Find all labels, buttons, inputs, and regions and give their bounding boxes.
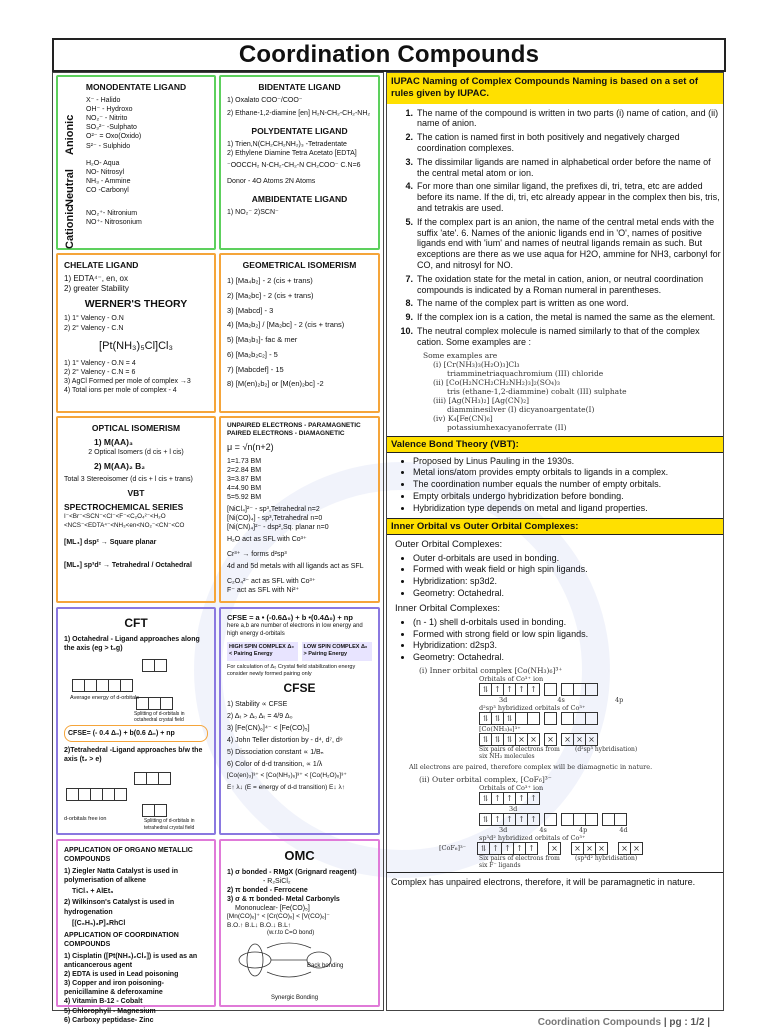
spectrochemical-series: I⁻<Br⁻<SCN⁻<Cl⁻<F⁻<C₂O₄²⁻<H₂O <NCS⁻<EDTA⁴⁻<NH₃<en<NO₂⁻<CN⁻<CO — [64, 513, 185, 529]
unpaired-line: 4d and 5d metals with all ligands act as SFL — [227, 562, 364, 570]
orbital-subshells: 3d 4s 4p 4d — [499, 825, 628, 834]
iupac-rules — [387, 108, 723, 348]
outer-point: • Hybridization: sp3d2. — [413, 576, 723, 587]
inner-point: • Hybridization: d2sp3. — [413, 640, 723, 651]
outer-title: Outer Orbital Complexes: — [395, 538, 503, 550]
geometrical-title: GEOMETRICAL ISOMERISM — [242, 260, 357, 270]
werner-detail: 2) 2° Valency - C.N = 6 — [64, 369, 136, 377]
coord-app-item: 1) Cisplatin ([Pt(NH₃)₂Cl₂]) is used as an anticancerous agent — [64, 952, 198, 970]
page-number: | pg : 1/2 | — [663, 1017, 710, 1028]
high-spin-box: HIGH SPIN COMPLEX Δ₀ < Pairing Energy — [227, 642, 298, 660]
outer-points — [387, 553, 723, 599]
example-name: potassiumhexacyanoferrate (II) — [447, 422, 567, 432]
outer-point: • Outer d-orbitals are used in bonding. — [413, 553, 723, 564]
geometrical-item: 8) [M(en)₂b₂] or [M(en)₂bc] -2 — [227, 379, 324, 389]
monodentate-box — [56, 75, 216, 250]
coord-app-item: 6) Carboxy peptidase- Zinc — [64, 1016, 154, 1024]
vbt-point: • Metal ions/atom provides empty orbitals to ligands in a complex. — [413, 467, 723, 478]
cft-item: Average energy of d-orbitals — [70, 694, 139, 701]
omc-item: - R₂SiCl₂ — [263, 877, 291, 885]
anionic-label: Anionic — [64, 114, 76, 155]
title-bar — [52, 38, 726, 72]
bidentate-item: 2) Ethane-1,2-diamine [en] H₂N-CH₂-CH₂-NH₂ — [227, 110, 371, 118]
cationic-list — [86, 209, 208, 227]
footer — [538, 1017, 710, 1028]
fig-label: (ii) Outer orbital complex, [CoF₆]³⁻ — [419, 774, 552, 784]
ligand-item: NO- Nitrosyl — [86, 168, 125, 176]
back-bonding-label: Back bonding — [307, 963, 344, 969]
ligand-item: NO⁺- Nitrosonium — [86, 219, 142, 227]
fig-label: Orbitals of Co³⁺ ion — [479, 783, 544, 792]
unpaired-line: [Ni(CN)₄]²⁻ - dsp²,Sq. planar n=0 — [227, 524, 329, 532]
omc-item: 3) σ & π bonded- Metal Carbonyls — [227, 896, 340, 904]
fig-label: sp³d² hybridized orbitals of Co³⁺ — [479, 833, 586, 842]
orbital-row: ⥮ ⥮ ⥮ — [479, 712, 723, 725]
vbt-point: • Empty orbitals undergo hybridization before bonding. — [413, 491, 723, 502]
werner-item: 1) 1° Valency - O.N — [64, 315, 124, 323]
chelate-box — [56, 253, 216, 413]
iupac-rule: 7. The oxidation state for the metal in cation, anion, or neutral coordination compounds is indicated by a Roman numeral in parentheses. — [405, 273, 704, 295]
chelate-item: 1) EDTA⁴⁻, en, ox — [64, 274, 128, 284]
example-formula: (iii) [Ag(NH₃)₂] [Ag(CN)₂] — [433, 395, 530, 405]
poster — [34, 32, 734, 1028]
optical-item: 1) M(AA)₃ — [94, 437, 133, 448]
monodentate-title: MONODENTATE LIGAND — [85, 82, 187, 92]
example-name: tris (ethane-1,2-diammine) cobalt (III) sulphate — [447, 386, 627, 396]
ligand-item: NH₃ - Ammine — [86, 177, 131, 185]
orbital-row: ⥮ ↑ ↑ ↑ ↑ — [479, 813, 723, 826]
optical-title: OPTICAL ISOMERISM — [91, 423, 181, 433]
cfse-title: CFSE — [283, 680, 316, 695]
neutral-label: Neutral — [64, 169, 76, 207]
polydentate-item: ⁻OOCCH₂ N-CH₂-CH₂-N CH₂COO⁻ C.N=6 — [227, 162, 361, 170]
unpaired-line: [Ni(CO)₄] - sp³,Tetrahedral n=0 — [227, 515, 323, 523]
iupac-examples — [387, 351, 723, 432]
cft-item: 2)Tetrahedral -Ligand approaches b/w the axis (t₂ > e) — [64, 746, 203, 763]
polydentate-item: 2) Ethylene Diamine Tetra Acetato [EDTA] — [227, 150, 357, 158]
bm-value: 5=5.92 BM — [227, 493, 262, 501]
vbt-point: • The coordination number equals the number of empty orbitals. — [413, 479, 723, 490]
iupac-rule: 9. If the complex ion is a cation, the metal is named the same as the element. — [405, 312, 716, 323]
omc-item: B.O.↑ B.L↓ B.O.↓ B.L↑ — [227, 921, 291, 929]
magnetic-formula: μ = √n(n+2) — [227, 441, 274, 452]
cft-item: d-orbitals free ion — [64, 816, 107, 823]
cfse-item: 4) John Teller distortion by - d⁴, d⁷, d⁹ — [227, 736, 343, 744]
cfse-box — [219, 607, 380, 835]
ligand-item: H₂O- Aqua — [86, 159, 120, 167]
fig-label: (i) Inner orbital complex [Co(NH₃)₆]³⁺ — [419, 665, 563, 675]
ligand-item: SO₃²⁻ -Sulphato — [86, 124, 137, 132]
geometrical-item: 6) [Ma₂b₂c₂] - 5 — [227, 349, 278, 359]
iupac-rule: 8. The name of the complex part is written as one word. — [405, 298, 629, 309]
omc-item: Mononuclear- [Fe(CO)₅] — [235, 905, 310, 913]
coord-app-item: 5) Chlorophyll - Magnesium — [64, 1007, 156, 1015]
orbital-row: ⥮ ⥮ ⥮ × × × × × × — [479, 733, 723, 746]
werner-detail: 4) Total ions per mole of complex - 4 — [64, 387, 177, 395]
coord-app-item: 3) Copper and iron poisoning- penicillamine & deferoxamine — [64, 980, 164, 997]
werner-detail: 1) 1° Valency - O.N = 4 — [64, 359, 136, 367]
synergic-bonding-diagram — [227, 938, 377, 980]
geometrical-item: 5) [Ma₃b₃]- fac & mer — [227, 335, 298, 345]
omc-item: (w.r.to C=O bond) — [267, 930, 315, 937]
geometrical-item: 4) [Ma₂b₂] / [Ma₂bc] - 2 (cis + trans) — [227, 320, 345, 330]
optical-item: 2 Optical Isomers (d cis + l cis) — [88, 449, 184, 457]
cft-box — [56, 607, 216, 835]
cfse-item: 3) [Fe(CN)₆]⁴⁻ < [Fe(CO)₅] — [227, 724, 310, 732]
geometrical-box — [219, 253, 380, 413]
ligand-item: S²⁻ - Sulphido — [86, 142, 131, 150]
vbt-point: • Hybridization type depends on metal and ligand properties. — [413, 503, 723, 514]
cfse-item: 2) Δₜ > Δ₀ Δₜ = 4/9 Δ₀ — [227, 712, 293, 720]
example-name: triamminetriaquachromium (III) chloride — [447, 368, 604, 378]
cft-item: Splitting of d-orbitals in octahedral crystal field — [134, 710, 185, 724]
octahedral-diagram — [64, 657, 208, 724]
optical-box — [56, 416, 216, 603]
inner-title: Inner Orbital Complexes: — [395, 602, 501, 614]
synergic-bonding-label: Synergic Bonding — [271, 995, 319, 1001]
fig-caption: Six pairs of electrons from six NH₃ molecules (d²sp³ hybridisation) — [479, 745, 638, 760]
cfse-calc-note: For calculation of Δ₀ Crystal field stabilization energy consider newly formed pairing only — [227, 663, 356, 677]
bm-value: 4=4.90 BM — [227, 484, 262, 492]
cfse-box-formula: CFSE= (- 0.4 Δ₀) + b(0.6 Δ₀) + np — [64, 725, 208, 742]
spectrochemical-title: SPECTROCHEMICAL SERIES — [64, 502, 184, 513]
geometrical-item: 7) [Mabcdef] - 15 — [227, 364, 284, 374]
unpaired-line: C₂O₄²⁻ act as SFL with Co³⁺ — [227, 577, 316, 585]
iupac-rule: 1. The name of the compound is written in two parts (i) name of cation, and (ii) name of anion. — [405, 107, 719, 129]
inner-points — [387, 617, 723, 663]
ml-item: [ML₄] dsp² → Square planar — [64, 538, 157, 546]
neutral-list — [86, 159, 208, 195]
inner-outer-heading: Inner Orbital vs Outer Orbital Complexes: — [387, 518, 723, 535]
low-spin-box: LOW SPIN COMPLEX Δ₀ > Pairing Energy — [302, 642, 373, 660]
organo-item: 2) Wilkinson's Catalyst is used in hydrogenation — [64, 899, 175, 916]
cft-item: Splitting of d-orbitals in tetrahedral crystal field — [144, 818, 195, 831]
polydentate-item: 1) Trien,N(CH₂CH₂NH₂)₃ -Tetradentate — [227, 141, 347, 149]
coord-app-item: 4) Vitamin B-12 - Cobalt — [64, 998, 143, 1006]
ligand-item: CO -Carbonyl — [86, 186, 129, 194]
bm-value: 3=3.87 BM — [227, 475, 262, 483]
ambidentate-item: 1) NO₂⁻ 2)SCN⁻ — [227, 208, 279, 216]
bidentate-item: 1) Oxalato COO⁻/COO⁻ — [227, 97, 303, 105]
example-formula: (ii) [Co(H₂NCH₂CH₂NH₂)₃]₂(SO₄)₃ — [433, 377, 560, 387]
ligand-item: OH⁻ - Hydroxo — [86, 106, 133, 114]
inner-point: • (n - 1) shell d-orbitals used in bonding. — [413, 617, 723, 628]
ligand-item: NO₂⁺- Nitronium — [86, 209, 138, 217]
werner-title: WERNER'S THEORY — [84, 297, 188, 310]
fig-caption: Six pairs of electrons from six F⁻ ligands (sp³d² hybridisation) — [479, 854, 638, 869]
vbt-point: • Proposed by Linus Pauling in the 1930s. — [413, 456, 723, 467]
iupac-rule: 5. If the complex part is an anion, the name of the central metal ends with the suffix 'ate'. 6. Names of the anionic ligands end in 'O', names of positive ligands end with 'ium' and names of neutral ligands remain as such. But exceptions are there as we use aqua for H2O, ammine for NH3, carbonyl for CO, and nitrosyl for NO. — [405, 216, 721, 271]
optical-item: Total 3 Stereoisomer (d cis + l cis + trans) — [64, 476, 193, 484]
bidentate-box — [219, 75, 380, 250]
chelate-title: CHELATE LIGAND — [64, 260, 139, 270]
right-column — [386, 72, 724, 1011]
ml-item: [ML₆] sp³d² → Tetrahedral / Octahedral — [64, 561, 192, 569]
fig-label: d²sp³ hybridized orbitals of Co³⁺ — [479, 703, 586, 712]
inner-point: • Formed with strong field or low spin ligands. — [413, 629, 723, 640]
omc-box — [219, 839, 380, 1007]
iupac-rule: 3. The dissimilar ligands are named in alphabetical order before the name of the central metal atom or ion. — [405, 156, 711, 178]
geometrical-item: 2) [Ma₂bc] - 2 (cis + trans) — [227, 290, 314, 300]
cft-title: CFT — [124, 616, 148, 630]
unpaired-title: UNPAIRED ELECTRONS - PARAMAGNETIC PAIRED ELECTRONS - DIAMAGNETIC — [227, 422, 361, 438]
orbital-row: ⥮ ↑ ↑ ↑ ↑ — [479, 792, 723, 805]
ligand-item: X⁻ - Halido — [86, 97, 121, 105]
left-column — [52, 72, 384, 1024]
werner-item: 2) 2° Valency - C.N — [64, 324, 124, 332]
vbt-mini-title: VBT — [127, 488, 145, 499]
geometrical-item: 1) [Ma₄b₂] - 2 (cis + trans) — [227, 276, 313, 286]
fig-note: All electrons are paired, therefore complex will be diamagnetic in nature. — [409, 762, 653, 771]
organo-item: [(C₆H₅)₃P]₃RhCl — [72, 919, 126, 927]
footer-name: Coordination Compounds — [537, 1017, 662, 1028]
polydentate-title: POLYDENTATE LIGAND — [251, 126, 348, 137]
cfse-item: E↑ λ↓ (E = energy of d-d transition) E↓ λ↑ — [227, 783, 345, 791]
cfse-item: 5) Dissociation constant ∝ 1/Bₙ — [227, 748, 324, 756]
fig-label: Orbitals of Co³⁺ ion — [479, 674, 544, 683]
example-formula: (i) [Cr(NH₃)₃(H₂O)₃]Cl₃ — [433, 359, 520, 369]
omc-title: OMC — [284, 848, 315, 863]
orbital-figure — [387, 666, 723, 869]
example-formula: (iv) K₄[Fe(CN)₆] — [433, 413, 493, 423]
coordination-app-title: APPLICATION OF COORDINATION COMPOUNDS — [64, 931, 179, 948]
omc-item: [Mn(CO)₆]⁺ < [Cr(CO)₆] < [V(CO)₆]⁻ — [227, 913, 330, 921]
vbt-points — [387, 456, 723, 514]
unpaired-box — [219, 416, 380, 603]
bm-value: 1=1.73 BM — [227, 457, 262, 465]
conclusion-text: Complex has unpaired electrons, therefore, it will be paramagnetic in nature. — [387, 872, 723, 892]
orbital-row: ⥮ ↑ ↑ ↑ ↑ — [479, 683, 723, 696]
cfse-note: here a,b are number of electrons in low energy and high energy d-orbitals — [227, 622, 363, 637]
omc-item: 2) π bonded - Ferrocene — [227, 887, 308, 895]
cfse-item: [Co(en)₃]³⁺ < [Co(NH₃)₆]³⁺ < [Co(H₂O)₆]³⁺ — [227, 772, 347, 780]
iupac-rule: 10. The neutral complex molecule is named similarly to that of the complex cation. Some examples are : — [400, 326, 700, 347]
orbital-row: [CoF₆]³⁻ ⥮ ↑ ↑ ↑ ↑ × × × × × × — [439, 842, 723, 855]
bidentate-title: BIDENTATE LIGAND — [258, 82, 341, 92]
tetrahedral-diagram — [64, 768, 208, 831]
examples-label: Some examples are — [423, 350, 498, 360]
geometrical-item: 3) [Mabcd] - 3 — [227, 305, 274, 315]
fig-label: [Co(NH₃)₆]³⁺ — [479, 724, 521, 733]
cfse-item: 1) Stability ∝ CFSE — [227, 700, 288, 708]
orbital-subshell: 3d — [509, 804, 518, 813]
orbital-subshells: 3d 4s 4p — [499, 695, 624, 704]
page-title: Coordination Compounds — [238, 41, 540, 68]
cfse-item: 6) Color of d-d transition, ∝ 1/λ — [227, 760, 323, 768]
applications-box — [56, 839, 216, 1024]
spin-complexes — [227, 642, 372, 660]
organo-item: 1) Ziegler Natta Catalyst is used in polymerisation of alkene — [64, 868, 178, 885]
cfse-formula: CFSE = a • (-0.6Δ₀) + b •(0.4Δ₀) + np — [227, 613, 353, 622]
bm-value: 2=2.84 BM — [227, 466, 262, 474]
anionic-list — [86, 96, 208, 151]
ligand-item: NO₂⁻ - Nitrito — [86, 115, 128, 123]
outer-point: • Formed with weak field or high spin ligands. — [413, 564, 723, 575]
organo-item: TiCl₄ + AlEt₃ — [72, 888, 114, 896]
optical-item: 2) M(AA)₂ B₂ — [94, 461, 145, 472]
coord-app-item: 2) EDTA is used in Lead poisoning — [64, 971, 179, 979]
example-name: diamminesilver (I) dicyanoargentate(I) — [447, 404, 595, 414]
inner-point: • Geometry: Octahedral. — [413, 652, 723, 663]
vbt-heading: Valence Bond Theory (VBT): — [387, 436, 723, 453]
chelate-item: 2) greater Stability — [64, 284, 129, 294]
werner-complex: [Pt(NH₃)₅Cl]Cl₃ — [99, 339, 173, 352]
werner-detail: 3) AgCl Formed per mole of complex →3 — [64, 378, 191, 386]
unpaired-line: H₂O act as SFL with Co³⁺ — [227, 536, 307, 544]
cationic-label: Cationic — [64, 205, 76, 249]
outer-point: • Geometry: Octahedral. — [413, 588, 723, 599]
polydentate-item: Donor - 4O Atoms 2N Atoms — [227, 177, 316, 185]
unpaired-line: [NiCl₄]²⁻ - sp³,Tetrahedral n=2 — [227, 506, 320, 514]
iupac-rule: 4. For more than one similar ligand, the prefixes di, tri, tetra, etc are added before its name. If the di, tri, etc already appear in the complex then bis, tris, and tetrakis are used. — [405, 181, 720, 214]
ligand-item: O²⁻ = Oxo(Oxido) — [86, 133, 142, 141]
iupac-heading: IUPAC Naming of Complex Compounds Naming is based on a set of rules given by IUPAC. — [387, 73, 723, 104]
iupac-rule: 2. The cation is named first in both positively and negatively charged coordination complexes. — [405, 132, 680, 154]
organometallic-title: APPLICATION OF ORGANO METALLIC COMPOUNDS — [64, 847, 193, 864]
unpaired-line: Cr³⁺ → forms d²sp³ — [227, 551, 287, 559]
ambidentate-title: AMBIDENTATE LIGAND — [251, 193, 348, 204]
omc-item: 1) σ bonded - RMgX (Grignard reagent) — [227, 868, 357, 876]
cft-item: 1) Octahedral - Ligand approaches along the axis (eg > t₂g) — [64, 635, 200, 652]
unpaired-line: F⁻ act as SFL with Ni²⁺ — [227, 586, 300, 594]
